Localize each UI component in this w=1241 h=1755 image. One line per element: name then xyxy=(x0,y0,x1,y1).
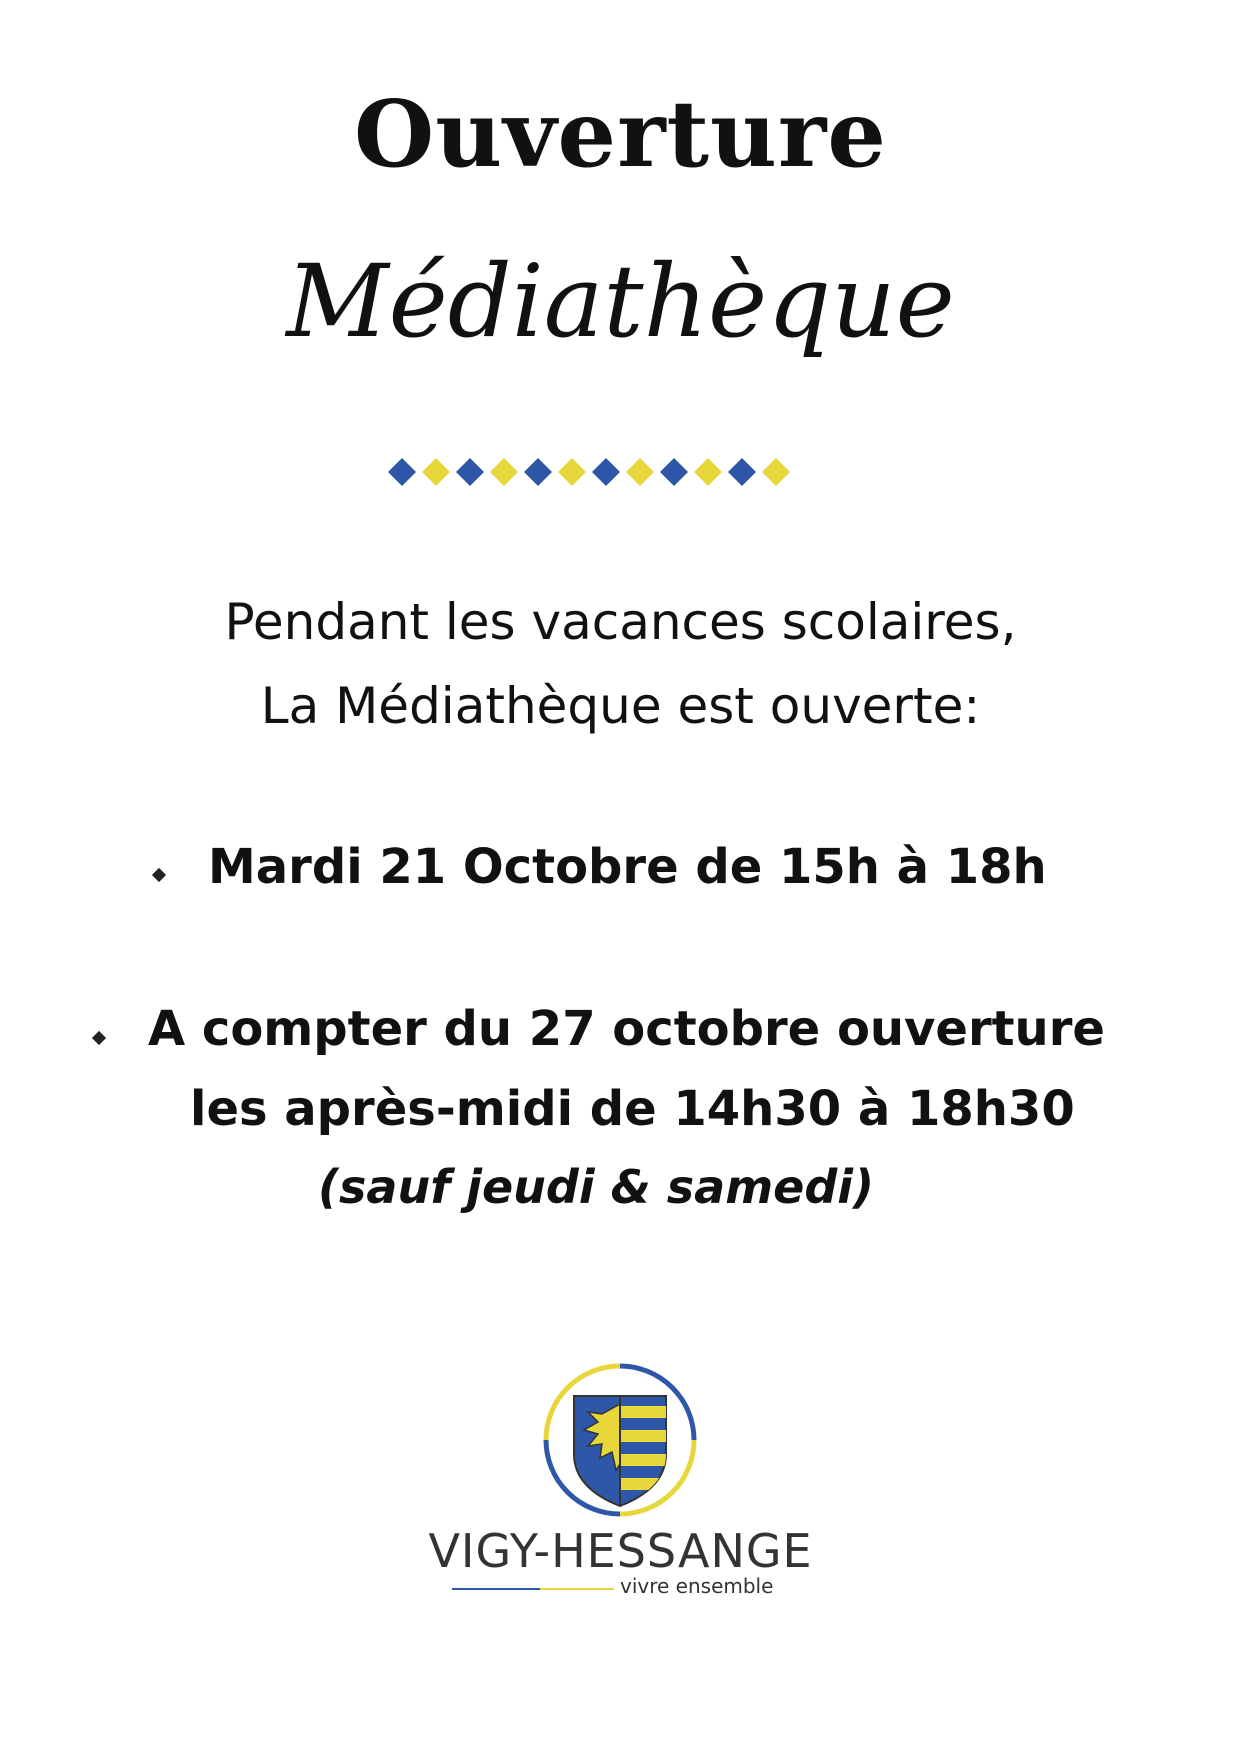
intro-line-2: La Médiathèque est ouverte: xyxy=(260,677,981,735)
intro-line-1: Pendant les vacances scolaires, xyxy=(224,593,1017,651)
bullet-icon xyxy=(152,868,166,882)
poster-title: Ouverture xyxy=(354,80,887,188)
divider-diamond xyxy=(422,458,450,486)
divider-diamond xyxy=(626,458,654,486)
divider-diamond xyxy=(558,458,586,486)
logo-tagline: vivre ensemble xyxy=(620,1574,774,1598)
divider-diamond xyxy=(694,458,722,486)
divider-diamond xyxy=(524,458,552,486)
schedule-item-2-line-1: A compter du 27 octobre ouverture xyxy=(148,1001,1105,1057)
divider-diamond xyxy=(490,458,518,486)
logo-rule-blue xyxy=(452,1588,540,1590)
intro-text xyxy=(0,580,1241,748)
divider-diamond xyxy=(728,458,756,486)
divider-diamond xyxy=(660,458,688,486)
schedule-item-1: Mardi 21 Octobre de 15h à 18h xyxy=(208,839,1047,895)
schedule-item-2-line-2: les après-midi de 14h30 à 18h30 xyxy=(190,1081,1075,1137)
logo-wordmark: VIGY-HESSANGE xyxy=(428,1524,813,1578)
coat-of-arms-logo xyxy=(540,1360,700,1520)
schedule-item-2-note: (sauf jeudi & samedi) xyxy=(318,1160,875,1214)
divider-diamond xyxy=(762,458,790,486)
divider-diamond xyxy=(456,458,484,486)
divider-diamond xyxy=(388,458,416,486)
logo-rule-yellow xyxy=(540,1588,614,1590)
divider-diamond xyxy=(592,458,620,486)
diamond-divider xyxy=(380,452,840,492)
poster-subtitle: Médiathèque xyxy=(286,243,955,360)
bullet-icon xyxy=(92,1031,106,1045)
